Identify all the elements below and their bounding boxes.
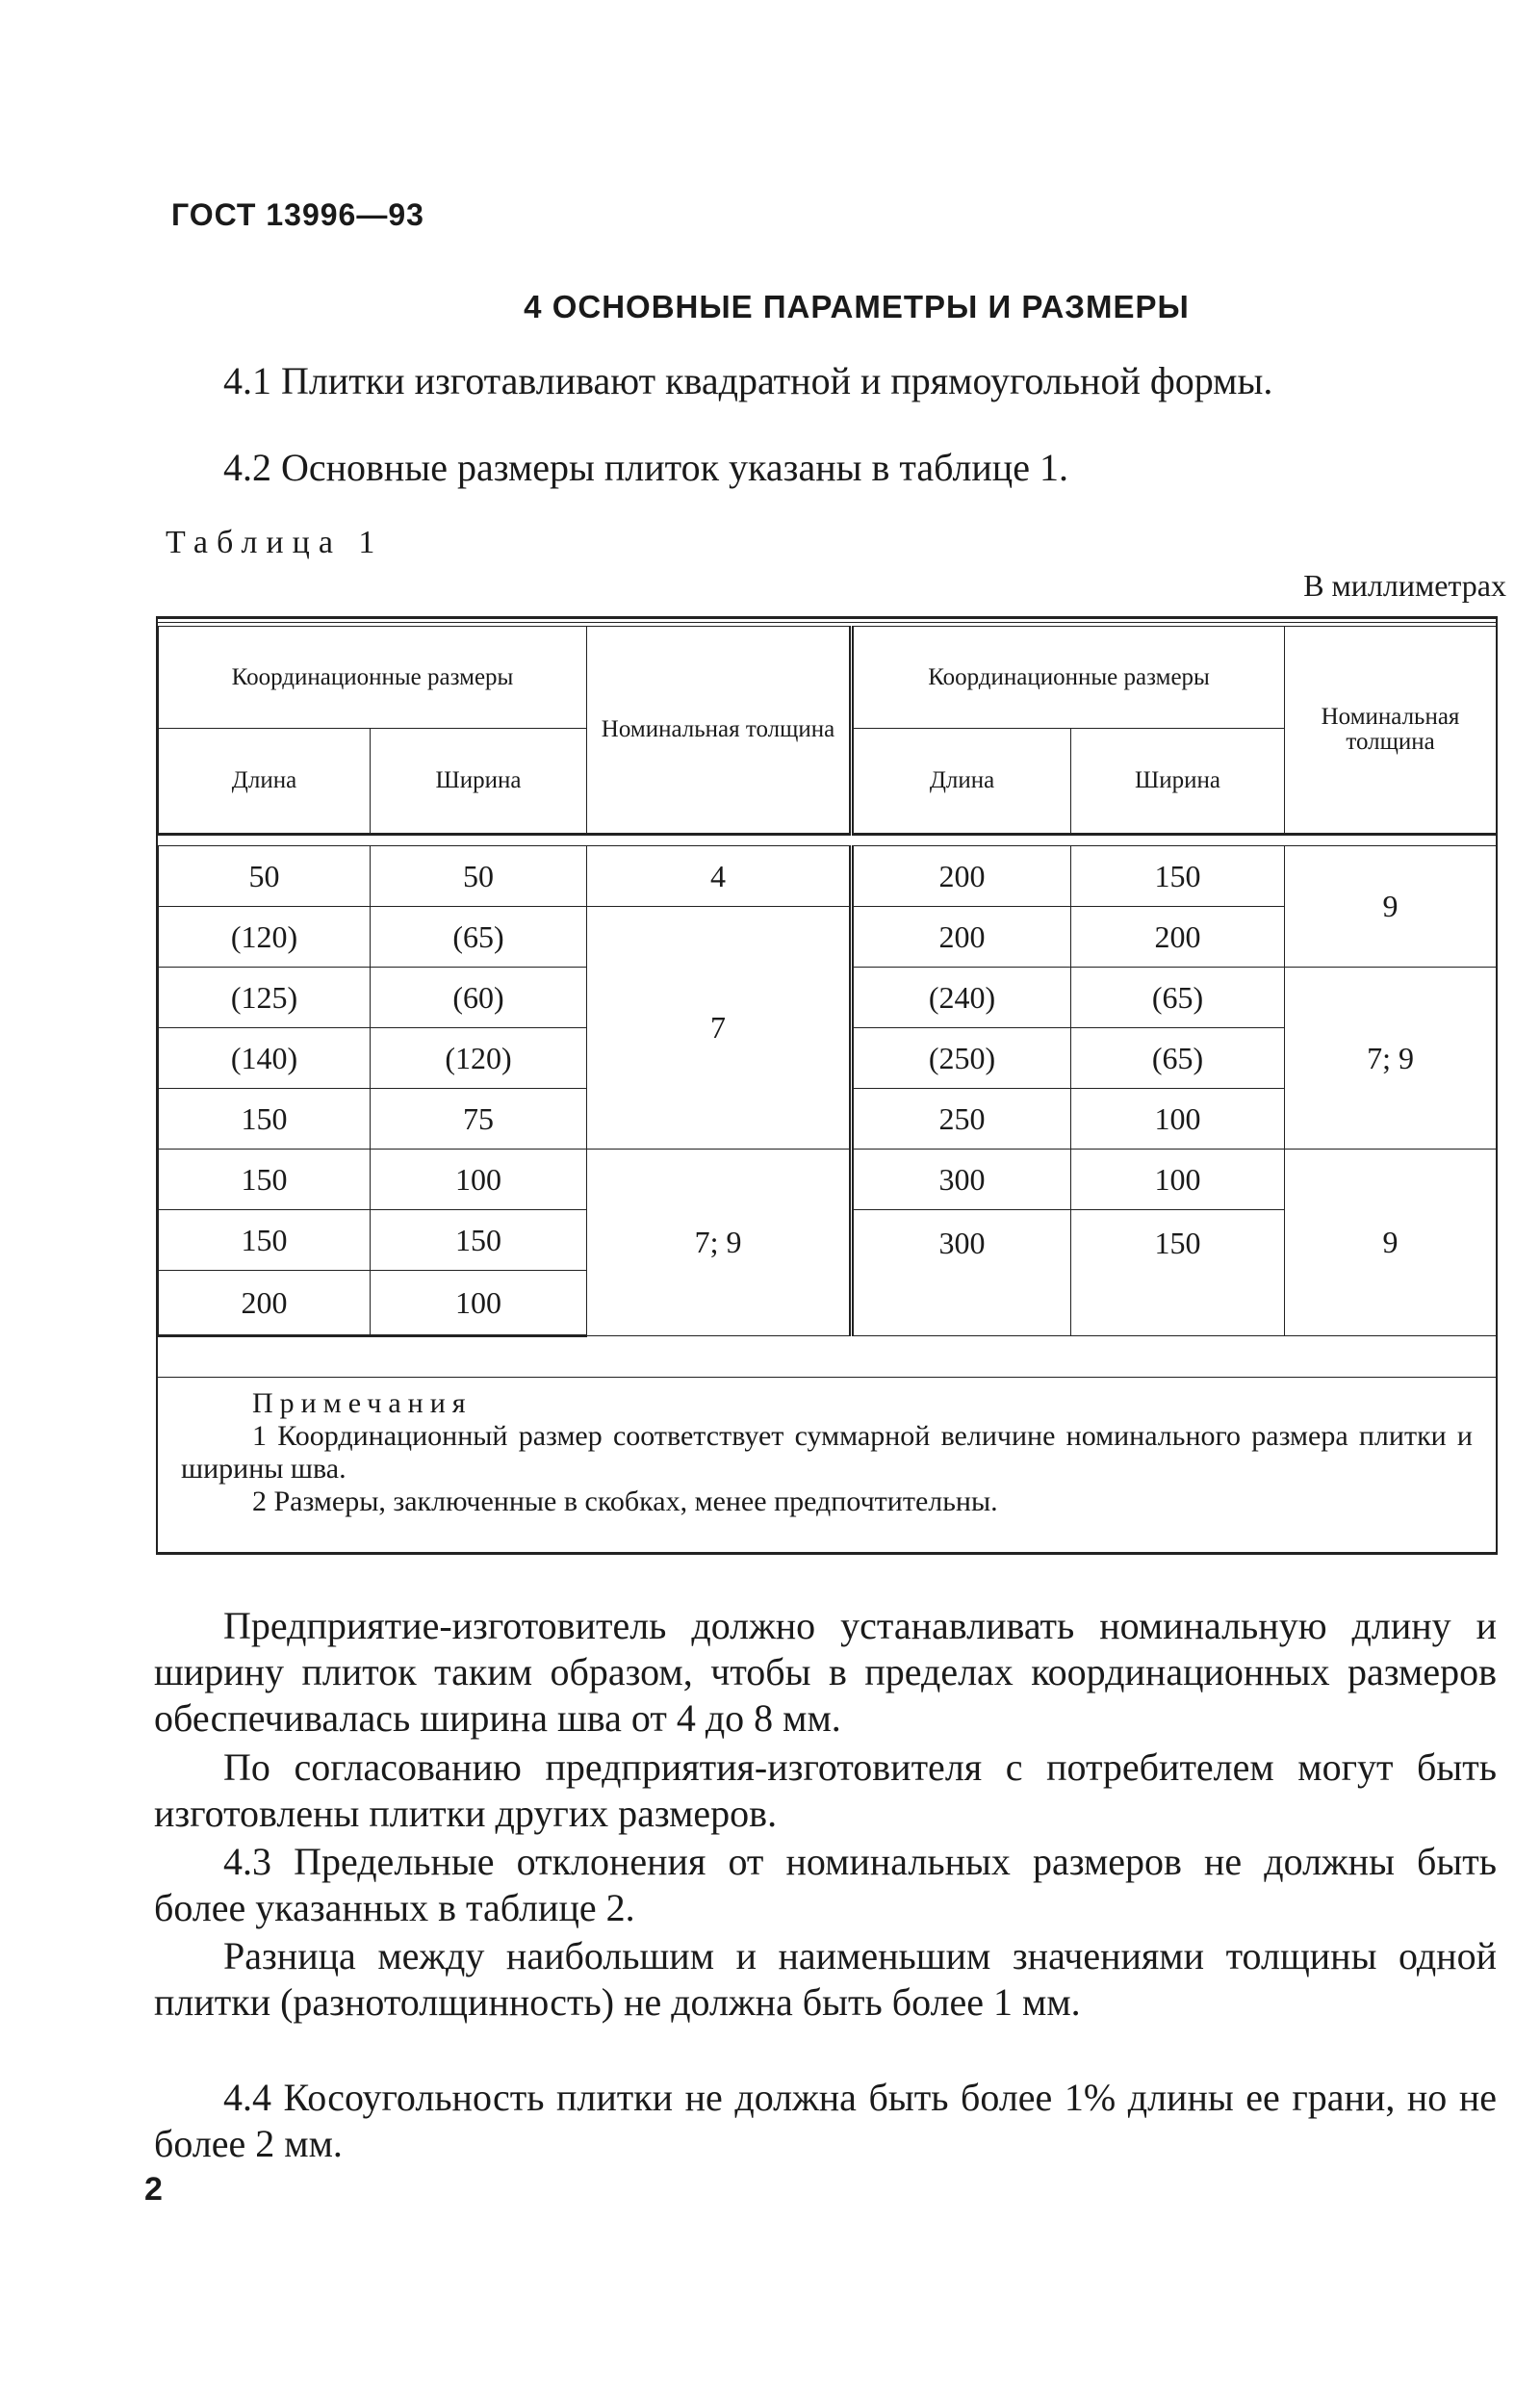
cell-left-length: (125) <box>159 968 371 1028</box>
cell-left-length: (140) <box>159 1028 371 1089</box>
cell-left-thickness: 4 <box>587 846 852 907</box>
cell-right-width: (65) <box>1071 1028 1285 1089</box>
note-item-2: 2 Размеры, заключенные в скобках, менее предпочтительны. <box>252 1486 998 1517</box>
cell-left-length: 150 <box>159 1210 371 1271</box>
header-thickness-right: Номинальная толщина <box>1285 627 1497 835</box>
paragraph-4-3: 4.3 Предельные отклонения от номинальных размеров не должны быть более указанных в таблице 2. <box>154 1840 1497 1929</box>
cell-left-width: 50 <box>371 846 587 907</box>
cell-left-length: (120) <box>159 907 371 968</box>
cell-right-width: (65) <box>1071 968 1285 1028</box>
cell-right-thickness: 7; 9 <box>1285 968 1497 1150</box>
paragraph-4-3b: Разница между наибольшим и наименьшим значениями толщины одной плитки (разнотолщинность) не должна быть более 1 мм. <box>154 1934 1497 2024</box>
cell-right-length: (240) <box>852 968 1071 1028</box>
paragraph-after-table-2: По согласованию предприятия-изготовителя с потребителем могут быть изготовлены плитки других размеров. <box>154 1745 1497 1835</box>
cell-right-length: (250) <box>852 1028 1071 1089</box>
cell-right-thickness: 9 <box>1285 846 1497 968</box>
cell-left-width: (65) <box>371 907 587 968</box>
table-caption: Таблица 1 <box>166 525 384 560</box>
paragraph-4-2: 4.2 Основные размеры плиток указаны в таблице 1. <box>223 446 1068 489</box>
cell-left-width: 150 <box>371 1210 587 1271</box>
header-thickness-left: Номинальная толщина <box>587 627 852 835</box>
table-row <box>159 846 1497 907</box>
section-title: 4 ОСНОВНЫЕ ПАРАМЕТРЫ И РАЗМЕРЫ <box>524 289 1190 324</box>
paragraph-4-1: 4.1 Плитки изготавливают квадратной и прямоугольной формы. <box>223 359 1273 402</box>
table-1 <box>156 616 1498 1555</box>
table-notes <box>158 1377 1496 1518</box>
cell-right-width: 200 <box>1071 907 1285 968</box>
standard-code: ГОСТ 13996—93 <box>171 197 424 232</box>
notes-title: Примечания <box>252 1387 473 1419</box>
cell-right-length: 300 <box>852 1150 1071 1210</box>
cell-right-length: 250 <box>852 1089 1071 1150</box>
table-units: В миллиметрах <box>1303 568 1506 603</box>
header-width-right: Ширина <box>1071 729 1285 835</box>
header-length-left: Длина <box>159 729 371 835</box>
cell-left-width: 100 <box>371 1150 587 1210</box>
cell-right-thickness: 9 <box>1285 1150 1497 1336</box>
cell-left-thickness: 7; 9 <box>587 1150 852 1336</box>
cell-left-length: 200 <box>159 1271 371 1336</box>
cell-left-width: (60) <box>371 968 587 1028</box>
header-width-left: Ширина <box>371 729 587 835</box>
page-number: 2 <box>144 2171 163 2208</box>
dimensions-table <box>158 626 1497 1337</box>
table-row <box>159 1150 1497 1210</box>
cell-right-width: 100 <box>1071 1089 1285 1150</box>
cell-right-width: 150 <box>1071 846 1285 907</box>
cell-left-width: 100 <box>371 1271 587 1336</box>
header-coord-left: Координационные размеры <box>159 627 587 729</box>
header-length-right: Длина <box>852 729 1071 835</box>
cell-left-width: 75 <box>371 1089 587 1150</box>
paragraph-after-table-1: Предприятие-изготовитель должно устанавливать номинальную длину и ширину плиток таким образом, чтобы в пределах координационных размеров обеспечивалась ширина шва от 4 до 8 мм. <box>154 1604 1497 1740</box>
cell-left-length: 150 <box>159 1150 371 1210</box>
cell-left-width: (120) <box>371 1028 587 1089</box>
cell-right-length: 200 <box>852 846 1071 907</box>
cell-right-width: 100 <box>1071 1150 1285 1210</box>
note-item-1: 1 Координационный размер соответствует суммарной величине номинального размера плитки и ширины шва. <box>181 1420 1473 1485</box>
header-coord-right: Координационные размеры <box>852 627 1285 729</box>
cell-left-thickness: 7 <box>587 907 852 1150</box>
cell-right-width: 150 <box>1071 1210 1285 1336</box>
paragraph-4-4: 4.4 Косоугольность плитки не должна быть более 1% длины ее грани, но не более 2 мм. <box>154 2076 1497 2165</box>
cell-right-length: 200 <box>852 907 1071 968</box>
cell-left-length: 150 <box>159 1089 371 1150</box>
cell-right-length: 300 <box>852 1210 1071 1336</box>
cell-left-length: 50 <box>159 846 371 907</box>
